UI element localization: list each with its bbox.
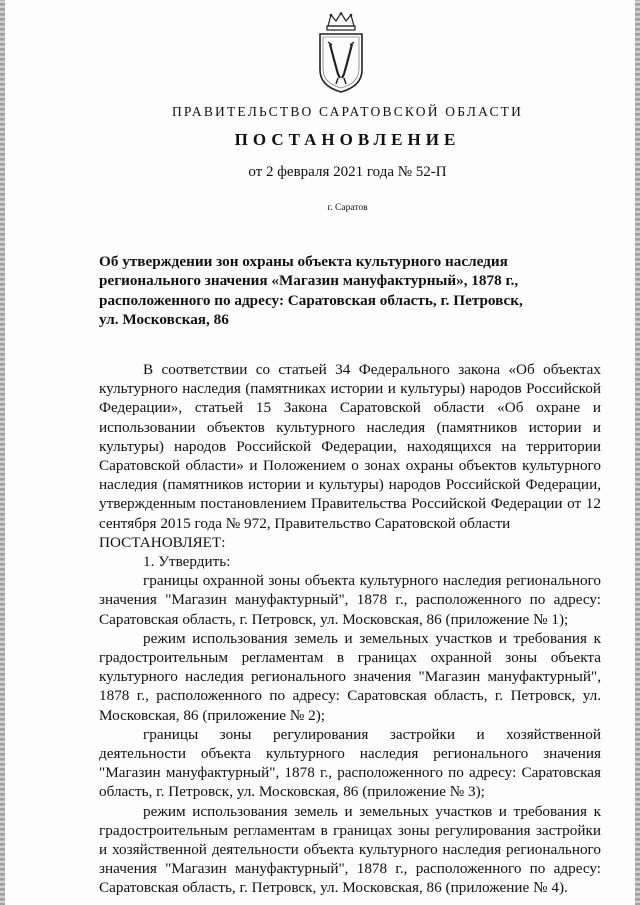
document-body (99, 360, 601, 898)
paragraph-appendix-1: границы охранной зоны объекта культурного наследия регионального значения "Магазин мануфактурный", 1878 г., расположенного по адресу: Саратовская область, г. Петровск, ул. Московская, 86 (приложение № 1); (99, 572, 601, 628)
preamble-paragraph: В соответствии со статьей 34 Федерального закона «Об объектах культурного наследия (памятниках истории и культуры) народов Российской Федерации», статьей 15 Закона Саратовской области «Об охране и использовании объектов культурного наследия (памятников истории и культуры) народов Российской Федерации, находящихся на территории Саратовской области» и Положением о зонах охраны объектов культурного наследия (памятников истории и культуры) народов Российской Федерации, утвержденным постановлением Правительства Российской Федерации от 12 сентября 2015 года № 972, Правительство Саратовской области (99, 361, 601, 532)
coat-of-arms-icon (314, 12, 368, 94)
paragraph-appendix-2: режим использования земель и земельных участков и требования к градостроительным регламентам в границах охранной зоны объекта культурного наследия регионального значения "Магазин мануфактурный", 1878 г., расположенного по адресу: Саратовская область, г. Петровск, ул. Московская, 86 (приложение № 2); (99, 629, 601, 724)
item-1-heading: 1. Утвердить: (143, 553, 231, 571)
resolves-line: ПОСТАНОВЛЯЕТ: (99, 533, 226, 551)
paragraph-appendix-3: границы зоны регулирования застройки и хозяйственной деятельности объекта культурного наследия регионального значения "Магазин мануфактурный", 1878 г., расположенного по адресу: Саратовская область, г. Петровск, ул. Московская, 86 (приложение № 3); (99, 725, 601, 801)
paragraph-appendix-4: режим использования земель и земельных участков и требования к градостроительным регламентам в границах зоны регулирования застройки и хозяйственной деятельности объекта культурного наследия регионального значения "Магазин мануфактурный", 1878 г., расположенного по адресу: Саратовская область, г. Петровск, ул. Московская, 86 (приложение № 4). (99, 802, 601, 897)
document-city: г. Саратов (327, 203, 368, 213)
government-name: ПРАВИТЕЛЬСТВО САРАТОВСКОЙ ОБЛАСТИ (171, 104, 524, 119)
document-type: ПОСТАНОВЛЕНИЕ (234, 130, 461, 149)
document-date-number: от 2 февраля 2021 года № 52-П (248, 164, 447, 180)
document-title: Об утверждении зон охраны объекта культурного наследия регионального значения «Магазин мануфактурный», 1878 г., расположенного по адресу: Саратовская область, г. Петровск, ул. Московская, 86 (99, 253, 523, 329)
